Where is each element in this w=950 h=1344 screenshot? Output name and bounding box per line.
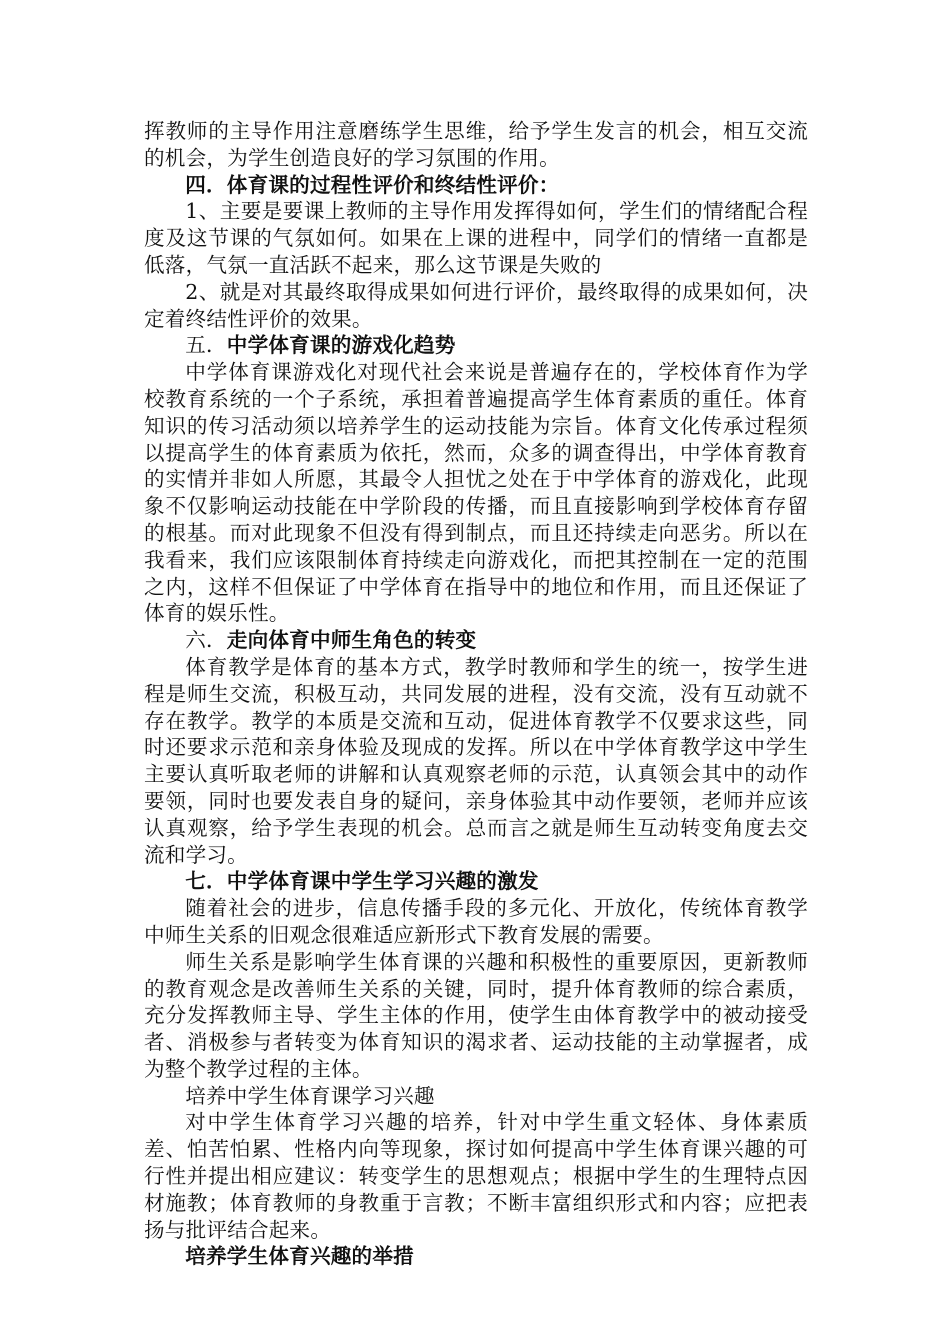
paragraph-5: 中学体育课游戏化对现代社会来说是普遍存在的，学校体育作为学校教育系统的一个子系统，承担着普遍提高学生体育素质的重任。体育知识的传习活动须以培养学生的运动技能为宗旨。体育文化传承过程须以提高学生的体育素质为依托，然而，众多的调查得出，中学体育教育的实情并非如人所愿，其最令人担忧之处在于中学体育的游戏化，此现象不仅影响运动技能在中学阶段的传播，而且直接影响到学校体育存留的根基。而对此现象不但没有得到制点，而且还持续走向恶劣。所以在我看来，我们应该限制体育持续走向游戏化，而把其控制在一定的范围之内，这样不但保证了中学体育在指导中的地位和作用，而且还保证了体育的娱乐性。	[144, 360, 808, 626]
heading-text: 中学体育课的游戏化趋势	[226, 333, 456, 358]
paragraph-6: 体育教学是体育的基本方式，教学时教师和学生的统一，按学生进程是师生交流，积极互动，共同发展的进程，没有交流，没有互动就不存在教学。教学的本质是交流和互动，促进体育教学不仅要求这些，同时还要求示范和亲身体验及现成的发挥。所以在中学体育教学这中学生主要认真听取老师的讲解和认真观察老师的示范，认真领会其中的动作要领，同时也要发表自身的疑问，亲身体验其中动作要领，老师并应该认真观察，给予学生表现的机会。总而言之就是师生互动转变角度去交流和学习。	[144, 654, 808, 867]
heading-measures: 培养学生体育兴趣的举措	[185, 1244, 414, 1269]
document-page	[144, 118, 808, 1270]
heading-section-5	[144, 332, 808, 359]
subheading-interest: 培养中学生体育课学习兴趣	[185, 1083, 435, 1108]
heading-section-6	[144, 627, 808, 654]
paragraph-4-2: 2、就是对其最终取得成果如何进行评价，最终取得的成果如何，决定着终结性评价的效果。	[144, 279, 808, 331]
paragraph-interest: 对中学生体育学习兴趣的培养，针对中学生重文轻体、身体素质差、怕苦怕累、性格内向等现象，探讨如何提高中学生体育课兴趣的可行性并提出相应建议：转变学生的思想观点；根据中学生的生理特点因材施教；体育教师的身教重于言教；不断丰富组织形式和内容；应把表扬与批评结合起来。	[144, 1110, 808, 1242]
heading-section-7: 七．中学体育课中学生学习兴趣的激发	[185, 869, 539, 894]
heading-section-4: 四．体育课的过程性评价和终结性评价：	[185, 172, 560, 197]
paragraph-4-1: 1、主要是要课上教师的主导作用发挥得如何，学生们的情绪配合程度及这节课的气氛如何。如果在上课的进程中，同学们的情绪一直都是低落，气氛一直活跃不起来，那么这节课是失败的	[144, 199, 808, 277]
paragraph-intro: 挥教师的主导作用注意磨练学生思维，给予学生发言的机会，相互交流的机会，为学生创造良好的学习氛围的作用。	[144, 119, 808, 170]
paragraph-7-1: 随着社会的进步，信息传播手段的多元化、开放化，传统体育教学中师生关系的旧观念很难适应新形式下教育发展的需要。	[144, 896, 808, 947]
heading-number: 五．	[185, 333, 227, 358]
heading-number: 六．	[185, 628, 227, 653]
heading-text: 走向体育中师生角色的转变	[226, 628, 477, 653]
paragraph-7-2: 师生关系是影响学生体育课的兴趣和积极性的重要原因，更新教师的教育观念是改善师生关系的关键，同时，提升体育教师的综合素质，充分发挥教师主导、学生主体的作用，使学生由体育教学中的被动接受者、消极参与者转变为体育知识的渴求者、运动技能的主动掌握者，成为整个教学过程的主体。	[144, 949, 808, 1081]
